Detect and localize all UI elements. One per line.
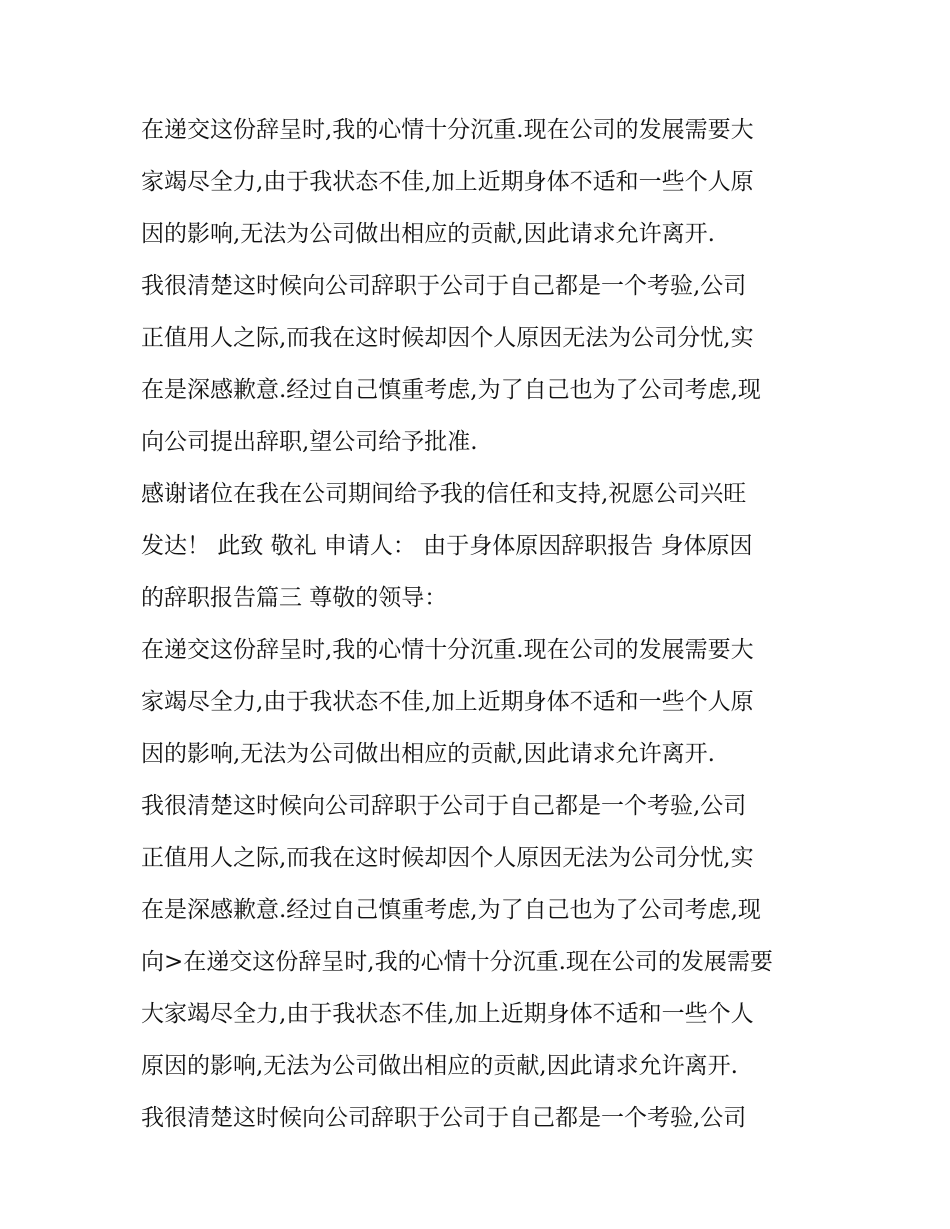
text-line-13: 因的影响,无法为公司做出相应的贡献,因此请求允许离开. [141,741,715,767]
text-line-16: 在是深感歉意.经过自己慎重考虑,为了自己也为了公司考虑,现 [141,897,761,923]
text-line-6: 在是深感歉意.经过自己慎重考虑,为了自己也为了公司考虑,现 [141,377,761,403]
text-line-11: 在递交这份辞呈时,我的心情十分沉重.现在公司的发展需要大 [141,637,754,663]
text-line-8: 感谢诸位在我在公司期间给予我的信任和支持,祝愿公司兴旺 [141,481,747,507]
text-line-20: 我很清楚这时候向公司辞职于公司于自己都是一个考验,公司 [141,1105,747,1131]
text-line-4: 我很清楚这时候向公司辞职于公司于自己都是一个考验,公司 [141,273,747,299]
text-line-18: 大家竭尽全力,由于我状态不佳,加上近期身体不适和一些个人 [141,1001,754,1027]
document-body [141,104,821,1144]
text-line-17: 向>在递交这份辞呈时,我的心情十分沉重.现在公司的发展需要 [141,949,773,975]
text-line-5: 正值用人之际,而我在这时候却因个人原因无法为公司分忧,实 [141,325,754,351]
text-line-19: 原因的影响,无法为公司做出相应的贡献,因此请求允许离开. [141,1053,738,1079]
text-line-1: 在递交这份辞呈时,我的心情十分沉重.现在公司的发展需要大 [141,117,754,143]
text-line-9: 发达！ 此致 敬礼 申请人： 由于身体原因辞职报告 身体原因 [141,533,753,559]
text-line-3: 因的影响,无法为公司做出相应的贡献,因此请求允许离开. [141,221,715,247]
text-line-7: 向公司提出辞职,望公司给予批准. [141,429,478,455]
text-line-12: 家竭尽全力,由于我状态不佳,加上近期身体不适和一些个人原 [141,689,754,715]
text-line-10: 的辞职报告篇三 尊敬的领导： [141,585,448,611]
text-line-2: 家竭尽全力,由于我状态不佳,加上近期身体不适和一些个人原 [141,169,754,195]
text-line-14: 我很清楚这时候向公司辞职于公司于自己都是一个考验,公司 [141,793,747,819]
text-line-15: 正值用人之际,而我在这时候却因个人原因无法为公司分忧,实 [141,845,754,871]
